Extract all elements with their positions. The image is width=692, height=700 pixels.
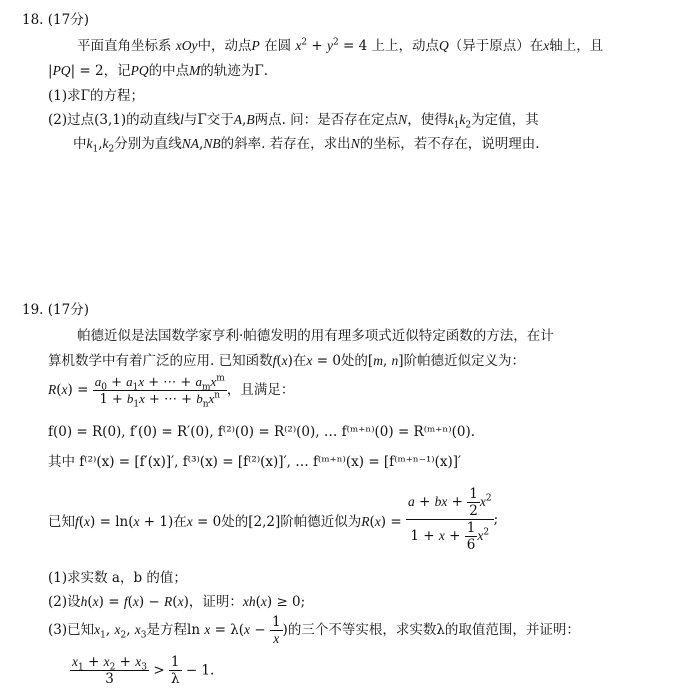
q19-pade-definition: R(x) = $\frac{a_0 + a_1x + \cdots + a_mx^m}{1 + b_1x + \cdots + b_nx^n}$ ，且满足：	[48, 373, 295, 410]
q18-stem-line2: |PQ| = 2，记PQ的中点M的轨迹为Γ.	[48, 63, 269, 79]
q19-conditions: f(0) = R(0), f′(0) = R′(0), f⁽²⁾(0) = R⁽²⁾(0), … f⁽ᵐ⁺ⁿ⁾(0) = R⁽ᵐ⁺ⁿ⁾(0).	[48, 424, 476, 440]
q18-part2-line1: (2)过点(3,1)的动直线l与Γ交于A,B两点. 问：是否存在定点N，使得$k_1k_2$为定值，其	[48, 112, 539, 131]
q19-intro-line1: 帕德近似是法国数学家亨利·帕德发明的用有理多项式近似特定函数的方法，在计	[77, 328, 554, 344]
q18-part2-line2: 中$k_1,k_2$分别为直线NA,NB的斜率. 若存在，求出N的坐标，若不存在，说明理由.	[73, 136, 540, 155]
q18-header: 18. (17分)	[22, 12, 89, 28]
q19-part1: (1)求实数 a，b 的值；	[48, 570, 187, 586]
q19-final-inequality: $\frac{x_1 + x_2 + x_3}{3}$ > $\frac{1}{\lambda}$ − 1.	[72, 654, 215, 687]
q19-intro-line2: 算机数学中有着广泛的应用. 已知函数f(x)在x = 0处的[m, n]阶帕德近似定义为：	[48, 353, 526, 369]
q19-header: 19. (17分)	[22, 302, 89, 318]
q19-part3: (3)已知$x_1$, $x_2$, $x_3$是方程ln x = λ(x − $\frac{1}{x}$ )的三个不等实根，求实数λ的取值范围，并证明：	[48, 614, 580, 646]
given-fraction: a + bx + $\frac{1}{2}$ $x^2$ 1 + x + $\frac{1}{6}$ $x^2$	[407, 486, 492, 553]
pade-fraction: $\frac{a_0 + a_1x + \cdots + a_mx^m}{1 + b_1x + \cdots + b_nx^n}$	[94, 373, 225, 410]
q19-where: 其中 f⁽²⁾(x) = [f′(x)]′, f⁽³⁾(x) = [f⁽²⁾(x)]′, … f⁽ᵐ⁺ⁿ⁾(x) = [f⁽ᵐ⁺ⁿ⁻¹⁾(x)]′	[48, 454, 462, 470]
q18-stem-line1: 平面直角坐标系 xOy中，动点P 在圆 $x^2 + y^2 = 4$ 上上，动点Q（异于原点）在x轴上，且	[77, 37, 604, 54]
q19-part2: (2)设h(x) = f(x) − R(x)，证明：xh(x) ≥ 0;	[48, 594, 306, 610]
q18-part1: (1)求Γ的方程；	[48, 88, 144, 104]
q19-given: 已知f(x) = ln(x + 1)在x = 0处的[2,2]阶帕德近似为R(x) = a + bx + $\frac{1}{2}$ $x^2$ 1 + x + $\frac{1}{6}$ $x^2$ ;	[48, 486, 499, 553]
